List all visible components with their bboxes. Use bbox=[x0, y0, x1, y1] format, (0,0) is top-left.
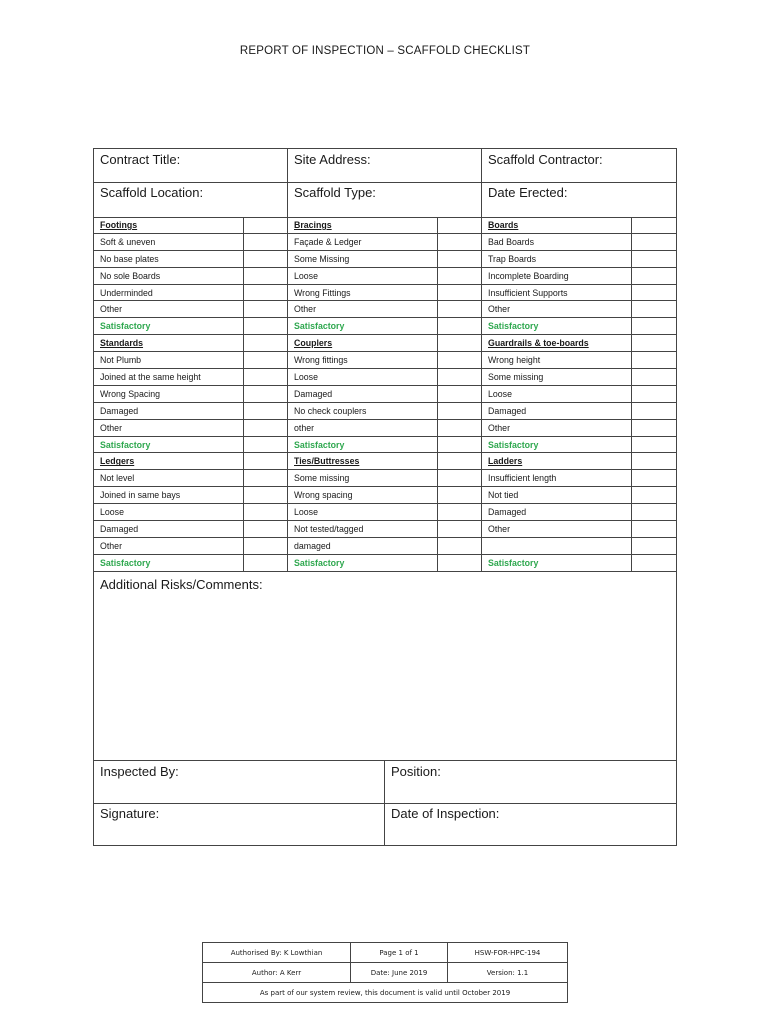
scaffold-contractor-field[interactable]: Scaffold Contractor: bbox=[488, 152, 603, 167]
check-box[interactable] bbox=[438, 487, 482, 503]
check-box[interactable] bbox=[438, 285, 482, 301]
page-number: Page 1 of 1 bbox=[351, 943, 448, 962]
check-box[interactable] bbox=[438, 335, 482, 351]
check-box[interactable] bbox=[244, 437, 288, 453]
check-box[interactable] bbox=[244, 352, 288, 368]
check-box[interactable] bbox=[438, 521, 482, 537]
check-box[interactable] bbox=[632, 335, 676, 351]
check-item-label: Façade & Ledger bbox=[288, 234, 438, 250]
checklist-row bbox=[94, 538, 676, 555]
checklist-row bbox=[94, 369, 676, 386]
check-item-label: Not Plumb bbox=[94, 352, 244, 368]
checklist-row bbox=[94, 470, 676, 487]
check-item-label: other bbox=[288, 420, 438, 436]
check-item-label: Not tested/tagged bbox=[288, 521, 438, 537]
check-box[interactable] bbox=[632, 251, 676, 267]
comments-label: Additional Risks/Comments: bbox=[100, 577, 263, 592]
scaffold-type-field[interactable]: Scaffold Type: bbox=[288, 182, 482, 217]
check-item-label: Trap Boards bbox=[482, 251, 632, 267]
check-item-label: Some Missing bbox=[288, 251, 438, 267]
check-box[interactable] bbox=[632, 234, 676, 250]
check-item-label: Loose bbox=[288, 268, 438, 284]
check-box[interactable] bbox=[244, 301, 288, 317]
header-row-1 bbox=[94, 149, 676, 183]
section-heading: Bracings bbox=[288, 217, 438, 233]
signature-field[interactable]: Signature: bbox=[94, 803, 385, 845]
check-box[interactable] bbox=[438, 369, 482, 385]
section-heading: Guardrails & toe-boards bbox=[482, 335, 632, 351]
check-item-label: Not tied bbox=[482, 487, 632, 503]
document-footer bbox=[202, 942, 568, 1003]
check-box[interactable] bbox=[632, 369, 676, 385]
checklist-row bbox=[94, 217, 676, 234]
checklist-row bbox=[94, 453, 676, 470]
author: Author: A Kerr bbox=[203, 963, 351, 982]
check-box[interactable] bbox=[244, 318, 288, 334]
section-heading: Ties/Buttresses bbox=[288, 453, 438, 469]
check-item-label: Damaged bbox=[288, 386, 438, 402]
checklist-row bbox=[94, 555, 676, 572]
check-box[interactable] bbox=[632, 403, 676, 419]
check-box[interactable] bbox=[632, 453, 676, 469]
check-item-label: Not level bbox=[94, 470, 244, 486]
date-erected-field[interactable]: Date Erected: bbox=[488, 185, 568, 200]
check-box[interactable] bbox=[244, 470, 288, 486]
check-item-label: Loose bbox=[288, 504, 438, 520]
check-item-label: Other bbox=[482, 420, 632, 436]
check-item-label: Incomplete Boarding bbox=[482, 268, 632, 284]
check-box[interactable] bbox=[632, 437, 676, 453]
check-box[interactable] bbox=[632, 521, 676, 537]
satisfactory-label: Satisfactory bbox=[482, 555, 632, 571]
satisfactory-label: Satisfactory bbox=[288, 555, 438, 571]
position-field[interactable]: Position: bbox=[391, 764, 441, 779]
check-box[interactable] bbox=[244, 453, 288, 469]
check-box[interactable] bbox=[438, 251, 482, 267]
check-box[interactable] bbox=[244, 251, 288, 267]
checklist-row bbox=[94, 335, 676, 352]
validity-note: As part of our system review, this document is valid until October 2019 bbox=[259, 988, 511, 997]
check-item-label: Wrong height bbox=[482, 352, 632, 368]
check-item-label: Underminded bbox=[94, 285, 244, 301]
check-box[interactable] bbox=[438, 301, 482, 317]
check-item-label: Other bbox=[94, 301, 244, 317]
check-item-label: Other bbox=[94, 420, 244, 436]
check-box[interactable] bbox=[632, 217, 676, 233]
check-box[interactable] bbox=[244, 217, 288, 233]
check-item-label: Wrong spacing bbox=[288, 487, 438, 503]
check-item-label: Other bbox=[288, 301, 438, 317]
contract-title-field[interactable]: Contract Title: bbox=[94, 149, 288, 182]
checklist-row bbox=[94, 268, 676, 285]
checklist-grid bbox=[94, 217, 676, 572]
check-box[interactable] bbox=[632, 504, 676, 520]
check-item-label: Wrong Spacing bbox=[94, 386, 244, 402]
comments-box[interactable] bbox=[94, 574, 676, 761]
check-box[interactable] bbox=[632, 268, 676, 284]
satisfactory-label: Satisfactory bbox=[288, 437, 438, 453]
check-box[interactable] bbox=[244, 386, 288, 402]
check-box[interactable] bbox=[632, 285, 676, 301]
check-box[interactable] bbox=[438, 217, 482, 233]
check-box[interactable] bbox=[632, 318, 676, 334]
check-box[interactable] bbox=[244, 487, 288, 503]
checklist-row bbox=[94, 403, 676, 420]
checklist-row bbox=[94, 318, 676, 335]
checklist-row bbox=[94, 504, 676, 521]
signoff-row-2 bbox=[94, 803, 676, 845]
check-box[interactable] bbox=[244, 234, 288, 250]
check-box[interactable] bbox=[244, 268, 288, 284]
check-box[interactable] bbox=[438, 437, 482, 453]
check-item-label: Insufficient Supports bbox=[482, 285, 632, 301]
check-item-label: Joined at the same height bbox=[94, 369, 244, 385]
check-item-label: No check couplers bbox=[288, 403, 438, 419]
check-box[interactable] bbox=[438, 538, 482, 554]
check-item-label: Loose bbox=[288, 369, 438, 385]
section-heading: Ledgers bbox=[94, 453, 244, 469]
checklist-row bbox=[94, 301, 676, 318]
checklist-row bbox=[94, 437, 676, 454]
satisfactory-label: Satisfactory bbox=[482, 437, 632, 453]
check-item-label: Other bbox=[482, 301, 632, 317]
footer-row bbox=[203, 943, 567, 963]
check-item-label: Other bbox=[94, 538, 244, 554]
check-item-label: Bad Boards bbox=[482, 234, 632, 250]
check-box[interactable] bbox=[244, 403, 288, 419]
check-box[interactable] bbox=[632, 555, 676, 571]
check-box[interactable] bbox=[438, 234, 482, 250]
check-box[interactable] bbox=[438, 352, 482, 368]
inspected-by-field[interactable]: Inspected By: bbox=[94, 761, 385, 803]
check-item-label: Insufficient length bbox=[482, 470, 632, 486]
check-box[interactable] bbox=[632, 538, 676, 554]
check-box[interactable] bbox=[438, 318, 482, 334]
check-box[interactable] bbox=[244, 335, 288, 351]
section-heading: Standards bbox=[94, 335, 244, 351]
satisfactory-label: Satisfactory bbox=[482, 318, 632, 334]
version: Version: 1.1 bbox=[486, 968, 529, 977]
check-item-label: Damaged bbox=[94, 521, 244, 537]
check-item-label: Some missing bbox=[288, 470, 438, 486]
check-item-label: Damaged bbox=[94, 403, 244, 419]
satisfactory-label: Satisfactory bbox=[94, 437, 244, 453]
check-box[interactable] bbox=[244, 538, 288, 554]
check-item-label: Soft & uneven bbox=[94, 234, 244, 250]
check-box[interactable] bbox=[438, 504, 482, 520]
checklist-row bbox=[94, 487, 676, 504]
section-heading: Boards bbox=[482, 217, 632, 233]
document-reference: HSW-FOR-HPC-194 bbox=[474, 948, 541, 957]
check-item-label: Wrong Fittings bbox=[288, 285, 438, 301]
check-box[interactable] bbox=[244, 285, 288, 301]
check-box[interactable] bbox=[632, 420, 676, 436]
header-row-2 bbox=[94, 182, 676, 218]
check-box[interactable] bbox=[632, 301, 676, 317]
footer-row bbox=[203, 963, 567, 983]
check-item-label: Joined in same bays bbox=[94, 487, 244, 503]
check-box[interactable] bbox=[632, 352, 676, 368]
check-box[interactable] bbox=[244, 521, 288, 537]
inspection-form bbox=[93, 148, 677, 846]
checklist-row bbox=[94, 352, 676, 369]
check-box[interactable] bbox=[438, 470, 482, 486]
check-box[interactable] bbox=[632, 386, 676, 402]
check-box[interactable] bbox=[438, 403, 482, 419]
checklist-row bbox=[94, 420, 676, 437]
check-box[interactable] bbox=[632, 487, 676, 503]
check-box[interactable] bbox=[244, 420, 288, 436]
check-item-label: Other bbox=[482, 521, 632, 537]
check-item-label: No base plates bbox=[94, 251, 244, 267]
checklist-row bbox=[94, 285, 676, 302]
satisfactory-label: Satisfactory bbox=[94, 555, 244, 571]
check-box[interactable] bbox=[244, 369, 288, 385]
section-heading: Ladders bbox=[482, 453, 632, 469]
checklist-row bbox=[94, 234, 676, 251]
check-item-label bbox=[482, 538, 632, 554]
check-box[interactable] bbox=[438, 555, 482, 571]
check-box[interactable] bbox=[632, 470, 676, 486]
check-box[interactable] bbox=[438, 453, 482, 469]
check-item-label: Some missing bbox=[482, 369, 632, 385]
section-heading: Couplers bbox=[288, 335, 438, 351]
check-item-label: Damaged bbox=[482, 403, 632, 419]
section-heading: Footings bbox=[94, 217, 244, 233]
site-address-field[interactable]: Site Address: bbox=[288, 149, 482, 182]
check-item-label: No sole Boards bbox=[94, 268, 244, 284]
check-box[interactable] bbox=[438, 268, 482, 284]
page-title: REPORT OF INSPECTION – SCAFFOLD CHECKLIST bbox=[239, 45, 531, 57]
check-item-label: damaged bbox=[288, 538, 438, 554]
satisfactory-label: Satisfactory bbox=[288, 318, 438, 334]
authorised-by: Authorised By: K Lowthian bbox=[203, 943, 351, 962]
check-box[interactable] bbox=[244, 555, 288, 571]
check-item-label: Loose bbox=[482, 386, 632, 402]
check-item-label: Damaged bbox=[482, 504, 632, 520]
signoff-row-1 bbox=[94, 761, 676, 804]
check-item-label: Wrong fittings bbox=[288, 352, 438, 368]
checklist-row bbox=[94, 521, 676, 538]
check-box[interactable] bbox=[438, 420, 482, 436]
scaffold-location-field[interactable]: Scaffold Location: bbox=[94, 182, 288, 217]
checklist-row bbox=[94, 386, 676, 403]
satisfactory-label: Satisfactory bbox=[94, 318, 244, 334]
check-box[interactable] bbox=[438, 386, 482, 402]
date-of-inspection-field[interactable]: Date of Inspection: bbox=[391, 806, 500, 821]
check-box[interactable] bbox=[244, 504, 288, 520]
checklist-row bbox=[94, 251, 676, 268]
check-item-label: Loose bbox=[94, 504, 244, 520]
document-date: Date: June 2019 bbox=[351, 963, 448, 982]
